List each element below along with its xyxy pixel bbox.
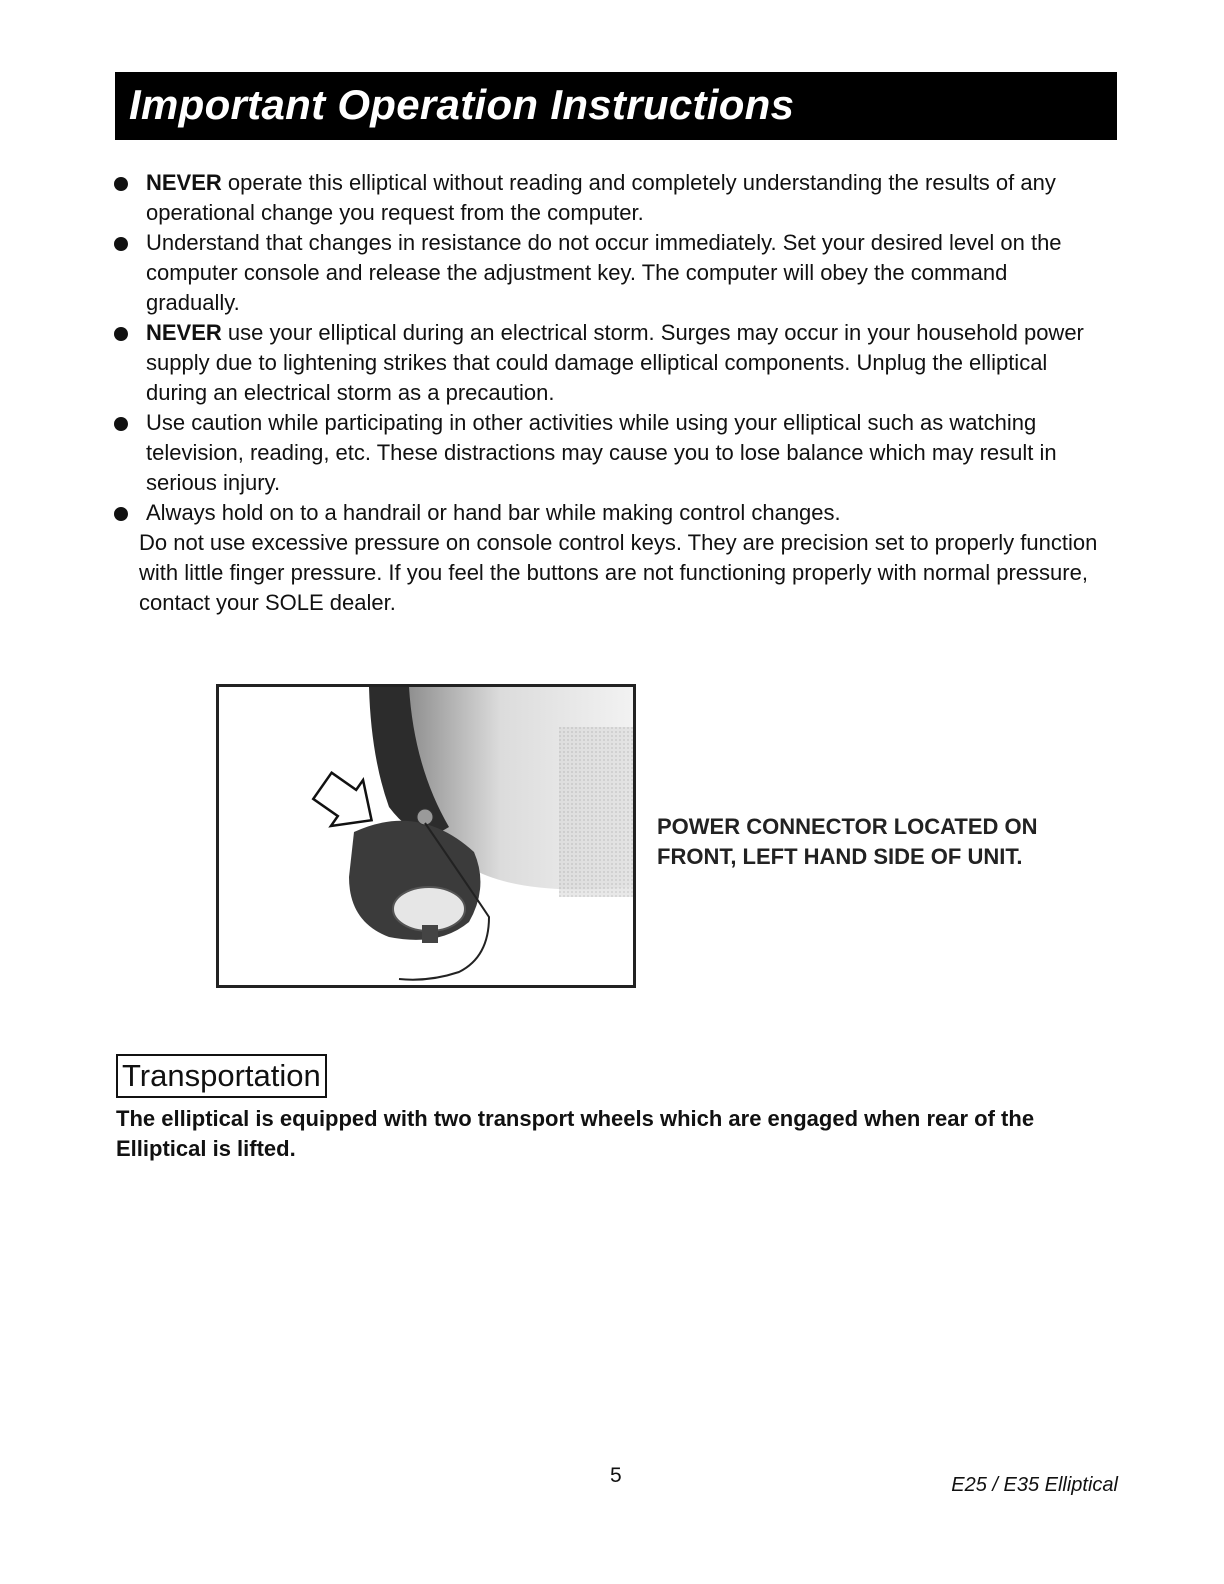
page-number: 5 [610, 1464, 622, 1487]
item-text: Understand that changes in resistance do not occur immediately. Set your desired level on the computer console and release the adjustment key. The computer will obey the command gradually. [146, 230, 1062, 315]
bullet-icon [114, 417, 128, 431]
emphasis-text: NEVER [146, 320, 222, 345]
note-paragraph [112, 528, 1102, 618]
page-title: Important Operation Instructions [129, 81, 795, 128]
list-item [112, 318, 1102, 408]
item-text: Always hold on to a handrail or hand bar while making control changes. [146, 500, 841, 525]
note-text: Do not use excessive pressure on console control keys. They are precision set to properly function with little finger pressure. If you feel the buttons are not functioning properly with normal pressure, contact your SOLE dealer. [139, 530, 1098, 615]
figure-caption: POWER CONNECTOR LOCATED ON FRONT, LEFT HAND SIDE OF UNIT. [657, 814, 1038, 869]
list-item [112, 228, 1102, 318]
bullet-icon [114, 507, 128, 521]
bullet-icon [114, 177, 128, 191]
power-connector-icon [417, 809, 433, 825]
list-item [112, 498, 1102, 528]
bullet-icon [114, 327, 128, 341]
power-connector-figure [216, 684, 636, 988]
list-item [112, 168, 1102, 228]
item-text: Use caution while participating in other activities while using your elliptical such as watching television, reading, etc. These distractions may cause you to lose balance which may result in serious injury. [146, 410, 1057, 495]
title-banner [115, 72, 1117, 140]
footer-model: E25 / E35 Elliptical [951, 1474, 1118, 1496]
bullet-icon [114, 237, 128, 251]
leveler-foot [393, 887, 465, 931]
item-text: use your elliptical during an electrical storm. Surges may occur in your household power supply due to lightening strikes that could damage elliptical components. Unplug the elliptical during an electrical storm as a precaution. [146, 320, 1084, 405]
list-item [112, 408, 1102, 498]
foot-stem [422, 925, 438, 943]
elliptical-base-illustration [219, 687, 633, 985]
item-text: operate this elliptical without reading and completely understanding the results of any operational change you request from the computer. [146, 170, 1056, 225]
transportation-text: The elliptical is equipped with two transport wheels which are engaged when rear of the Elliptical is lifted. [116, 1106, 1035, 1161]
shading [559, 727, 633, 897]
instruction-list [112, 168, 1102, 618]
emphasis-text: NEVER [146, 170, 222, 195]
transportation-heading: Transportation [116, 1054, 327, 1098]
